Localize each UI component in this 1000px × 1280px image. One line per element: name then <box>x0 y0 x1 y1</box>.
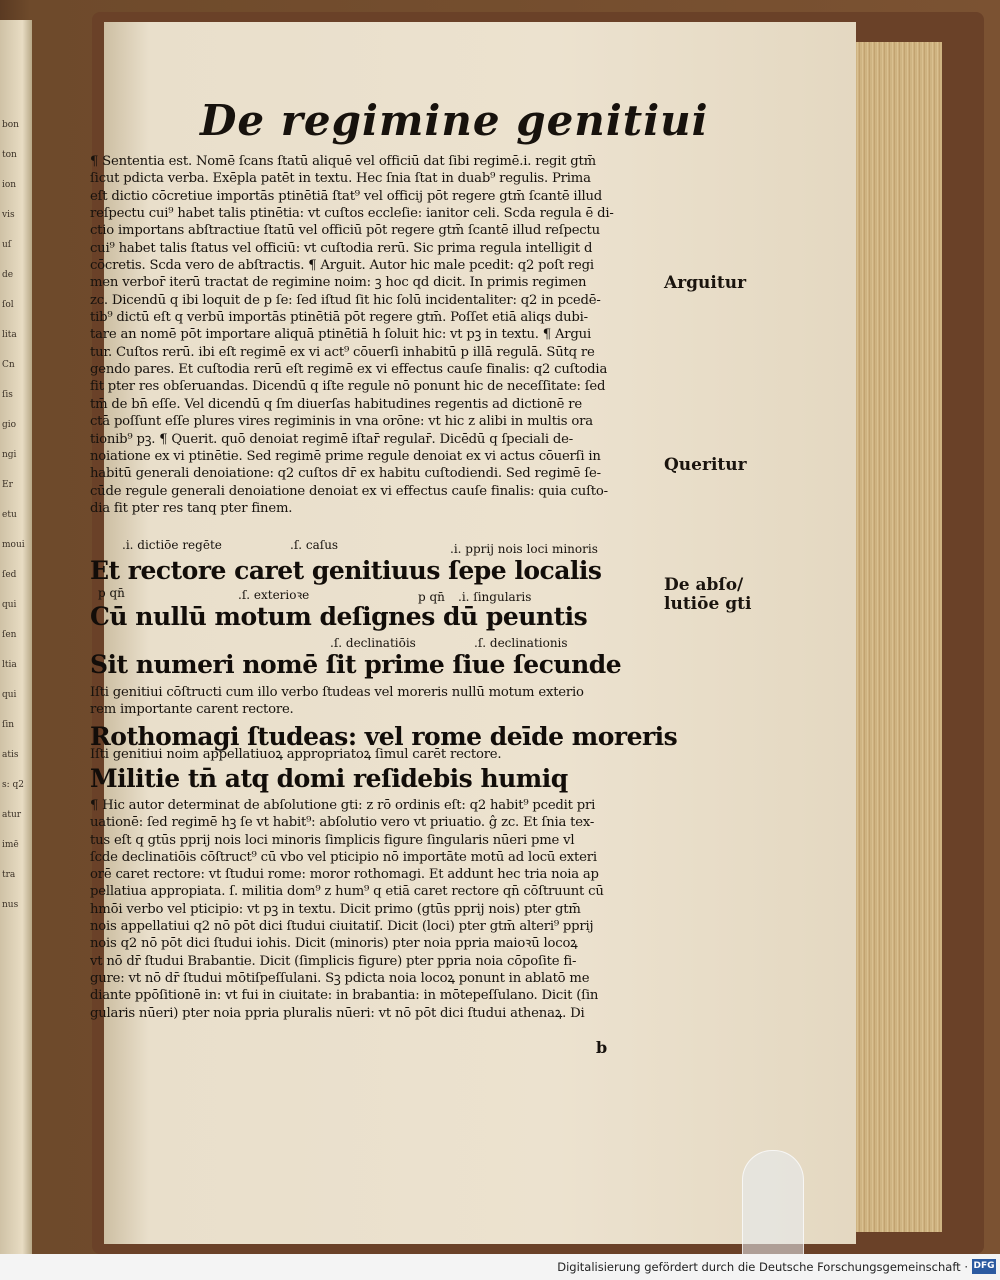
gloss-casus: .ſ. caſus <box>290 538 339 552</box>
left-page-fragment: Er <box>2 480 13 490</box>
text-line: Iſti genitiui noim appellatiuoꝝ appropriatoꝝ ſimul carēt rectore. <box>90 747 502 762</box>
verse-line-2: Cū nullū motum deſignes dū peuntis <box>90 602 588 631</box>
left-page-edge <box>0 20 32 1260</box>
commentary-block-1 <box>90 153 660 517</box>
left-page-fragment: tra <box>2 870 16 880</box>
footer-bar <box>0 1254 1000 1280</box>
left-page-fragment: ſen <box>2 630 17 640</box>
text-line: ctio importans abſtractiue ſtatū vel officiū pōt regere gtm̄ ſcantē illud reſpectu <box>90 223 600 239</box>
signature-mark: b <box>596 1038 608 1057</box>
gloss-p-qn-2: p qn̄ <box>418 590 445 604</box>
text-line: eſt dictio cōcretiue importās ptinētiā ſtat⁹ vel officij pōt regere gtm̄ ſcantē illud <box>90 188 603 204</box>
left-page-fragment: imē <box>2 840 19 850</box>
text-line: reſpectu cui⁹ habet talis ptinētia: vt cuſtos eccleſie: ianitor celi. Scda regula ē di- <box>90 206 614 222</box>
verse-line-3: Sit numeri nomē ſit prime ſiue ſecunde <box>90 650 622 679</box>
text-line: tionib⁹ pꝫ. ¶ Querit. quō denoiat regimē iſtar̄ regular̄. Dicēdū q ſpeciali de- <box>90 431 573 447</box>
text-line: tm̄ de bn̄ eſſe. Vel dicendū q ſm diuerſas habitudines regentis ad dictionē re <box>90 396 582 412</box>
text-line: nois q2 nō pōt dici ſtudui ioh̄is. Dicit (minoris) pter noia ppria maioꝛū locoꝝ <box>90 936 578 952</box>
left-page-fragment: ſol <box>2 300 14 310</box>
left-page-fragment: ſin <box>2 720 15 730</box>
left-page-fragment: s: q2 <box>2 780 24 790</box>
commentary-block-2 <box>90 684 660 719</box>
text-line: cōcretis. Scda vero de abſtractis. ¶ Arguit. Autor hic male pcedit: q2 poſt regi <box>90 258 594 274</box>
text-line: tur. Cuſtos rerū. ibi eſt regimē ex vi act⁹ cōuerſi inhabitū p illā regulā. Sūtq re <box>90 344 595 360</box>
text-line: ¶ Sententia est. Nomē ſcans ſtatū aliquē vel officiū dat ſibi regimē.i. regit gtm̄ <box>90 154 596 169</box>
footer-credit: Digitalisierung gefördert durch die Deutsche Forschungsgemeinschaft · <box>557 1260 968 1274</box>
text-line: uationē: ſed regimē hꝫ ſe vt habit⁹: abſolutio vero vt priuatio. ĝ zc. Et ſnia tex- <box>90 815 595 831</box>
text-line: fit pter res obſeruandas. Dicendū q iſte regule nō ponunt hic de neceſſitate: ſed <box>90 379 606 395</box>
text-line: hmōi verbo vel pticipio: vt pꝫ in textu. Dicit primo (gtūs pprij nois) pter gtm̄ <box>90 901 581 917</box>
gloss-dictione-regente: .i. dictiōe regēte <box>122 538 222 552</box>
text-line: ſicut pdicta verba. Exēpla patēt in textu. Hec ſnia ſtat in duab⁹ regulis. Prima <box>90 171 591 187</box>
left-page-fragment: atis <box>2 750 19 760</box>
text-line: nois appellatiui q2 nō pōt dici ſtudui ciuitatiſ. Dicit (loci) pter gtm̄ alteri⁹ pprij <box>90 919 594 935</box>
text-line: gure: vt nō dr̄ ſtudui mōtiſpeſſulani. Sꝫ pdicta noia locoꝝ ponunt in ablatō me <box>90 970 590 986</box>
verse-line-1: Et rectore caret genitiuus ſepe localis <box>90 556 602 585</box>
left-page-fragment: lita <box>2 330 17 340</box>
gloss-declinationis-2: .ſ. declinationis <box>474 636 568 650</box>
left-page-fragment: qui <box>2 600 17 610</box>
margin-note-queritur: Queritur <box>664 455 747 475</box>
dfg-logo: DFG <box>972 1259 996 1274</box>
text-line: gularis nūeri) pter noia ppria pluralis nūeri: vt nō pōt dici ſtudui athenaꝝ. Di <box>90 1005 585 1021</box>
text-line: ctā poſſunt eſſe plures vires regiminis in vna orōne: vt hic z alibi in multis ora <box>90 414 593 430</box>
text-line: tare an nomē pōt importare aliquā ptinētiā h ſoluit hic: vt pꝫ in textu. ¶ Argui <box>90 327 591 343</box>
gloss-singularis: .i. ſingularis <box>458 590 532 604</box>
left-page-fragment: ton <box>2 150 17 160</box>
text-line: gendo pares. Et cuſtodia rerū eſt regimē ex vi effectus cauſe finalis: q2 cuſtodia <box>90 362 608 378</box>
text-line: tib⁹ dictū eſt q verbū importās ptinētiā pōt regere gtm̄. Poſſet etiā aliqs dubi- <box>90 310 588 326</box>
text-line: cūde regule generali denoiatione denoiat ex vi effectus cauſe finalis: quia cuſto- <box>90 483 608 499</box>
left-page-fragment: vis <box>2 210 15 220</box>
text-line: dia fit pter res tanq pter finem. <box>90 500 293 516</box>
text-line: zc. Dicendū q ibi loquit de p ſe: ſed iſtud ſit hic ſolū incidentaliter: q2 in pcedē- <box>90 292 601 308</box>
verse-line-4: Rothomagi ſtudeas: vel rome deīde moreris <box>90 722 678 751</box>
left-page-fragment: de <box>2 270 14 280</box>
gloss-loci-minoris: .i. pprij nois loci minoris <box>450 542 598 556</box>
text-line: Iſti genitiui cōſtructi cum illo verbo ſtudeas vel moreris nullū motum exterio <box>90 685 584 700</box>
text-line: vt nō dr̄ ſtudui Brabantie. Dicit (ſimplicis figure) pter ppria noia cōpoſite fi- <box>90 953 577 969</box>
text-line: cui⁹ habet talis ſtatus vel officiū: vt cuſtodia rerū. Sic prima regula intelligit̄ d <box>90 240 593 256</box>
left-page-fragment: etu <box>2 510 17 520</box>
text-line: noiatione ex vi ptinētie. Sed regimē prime regule denoiat ex vi actus cōuerſi in <box>90 448 601 464</box>
text-line: ¶ Hic autor determinat de abſolutione gti: z rō ordinis eſt: q2 habit⁹ pcedit pri <box>90 798 596 813</box>
page-edges <box>856 42 942 1232</box>
left-page-fragment: nus <box>2 900 19 910</box>
left-page-fragment: ngi <box>2 450 17 460</box>
text-line: tus eſt q gtūs pprij nois loci minoris ſimplicis figure ſingularis nūeri pme vl <box>90 832 575 848</box>
commentary-block-3 <box>90 746 660 763</box>
left-page-fragment: qui <box>2 690 17 700</box>
commentary-block-4 <box>90 797 660 1022</box>
margin-note-absolutione-1: De abſo/ <box>664 575 744 595</box>
gloss-exteriore: .ſ. exterioꝛe <box>238 588 310 602</box>
left-page-fragment: uſ <box>2 240 12 250</box>
left-page-fragment: bon <box>2 120 19 130</box>
left-page-fragment: Cn <box>2 360 15 370</box>
page-title: De regimine genitiui <box>200 96 709 145</box>
left-page-fragment: ltia <box>2 660 17 670</box>
text-line: rem importante carent rectore. <box>90 702 294 718</box>
left-page-fragment: moui <box>2 540 25 550</box>
left-page-fragment: ſed <box>2 570 17 580</box>
text-line: pellatiua appropiata. ſ. militia dom⁹ z hum⁹ q etiā caret rectore qn̄ cōſtruunt cū <box>90 884 604 900</box>
margin-note-arguitur: Arguitur <box>664 273 747 293</box>
margin-note-absolutione-2: lutiōe gti <box>664 594 752 614</box>
left-page-fragment: ion <box>2 180 17 190</box>
verse-line-5: Militie tn̄ atq domi reſidebis humiq <box>90 764 568 793</box>
gloss-p-qn-1: p qn̄ <box>98 586 125 600</box>
gloss-declinationis-1: .ſ. declinatiōis <box>330 636 416 650</box>
text-line: habitū generali denoiatione: q2 cuſtos dr̄ ex habitu cuſtodiendi. Sed regimē ſe- <box>90 466 601 482</box>
text-line: orē caret rectore: vt ſtudui rome: moror rothomagi. Et addunt hec tria noia ap <box>90 867 599 883</box>
left-page-fragment: atur <box>2 810 22 820</box>
left-page-fragment: gio <box>2 420 17 430</box>
text-line: men verbor̄ iterū tractat de regimine noim: ꝫ hoc qd dicit. In primis regimen <box>90 275 587 291</box>
text-line: ſcde declinatiōis cōſtruct⁹ cū vbo vel pticipio nō importāte motū ad locū exteri <box>90 849 597 865</box>
left-page-fragment: ſis <box>2 390 13 400</box>
text-line: diante ppōſitionē in: vt fui in ciuitate: in brabantia: in mōtepeſſulano. Dicit (ſin <box>90 988 599 1004</box>
page-holder-clip <box>742 1150 804 1256</box>
